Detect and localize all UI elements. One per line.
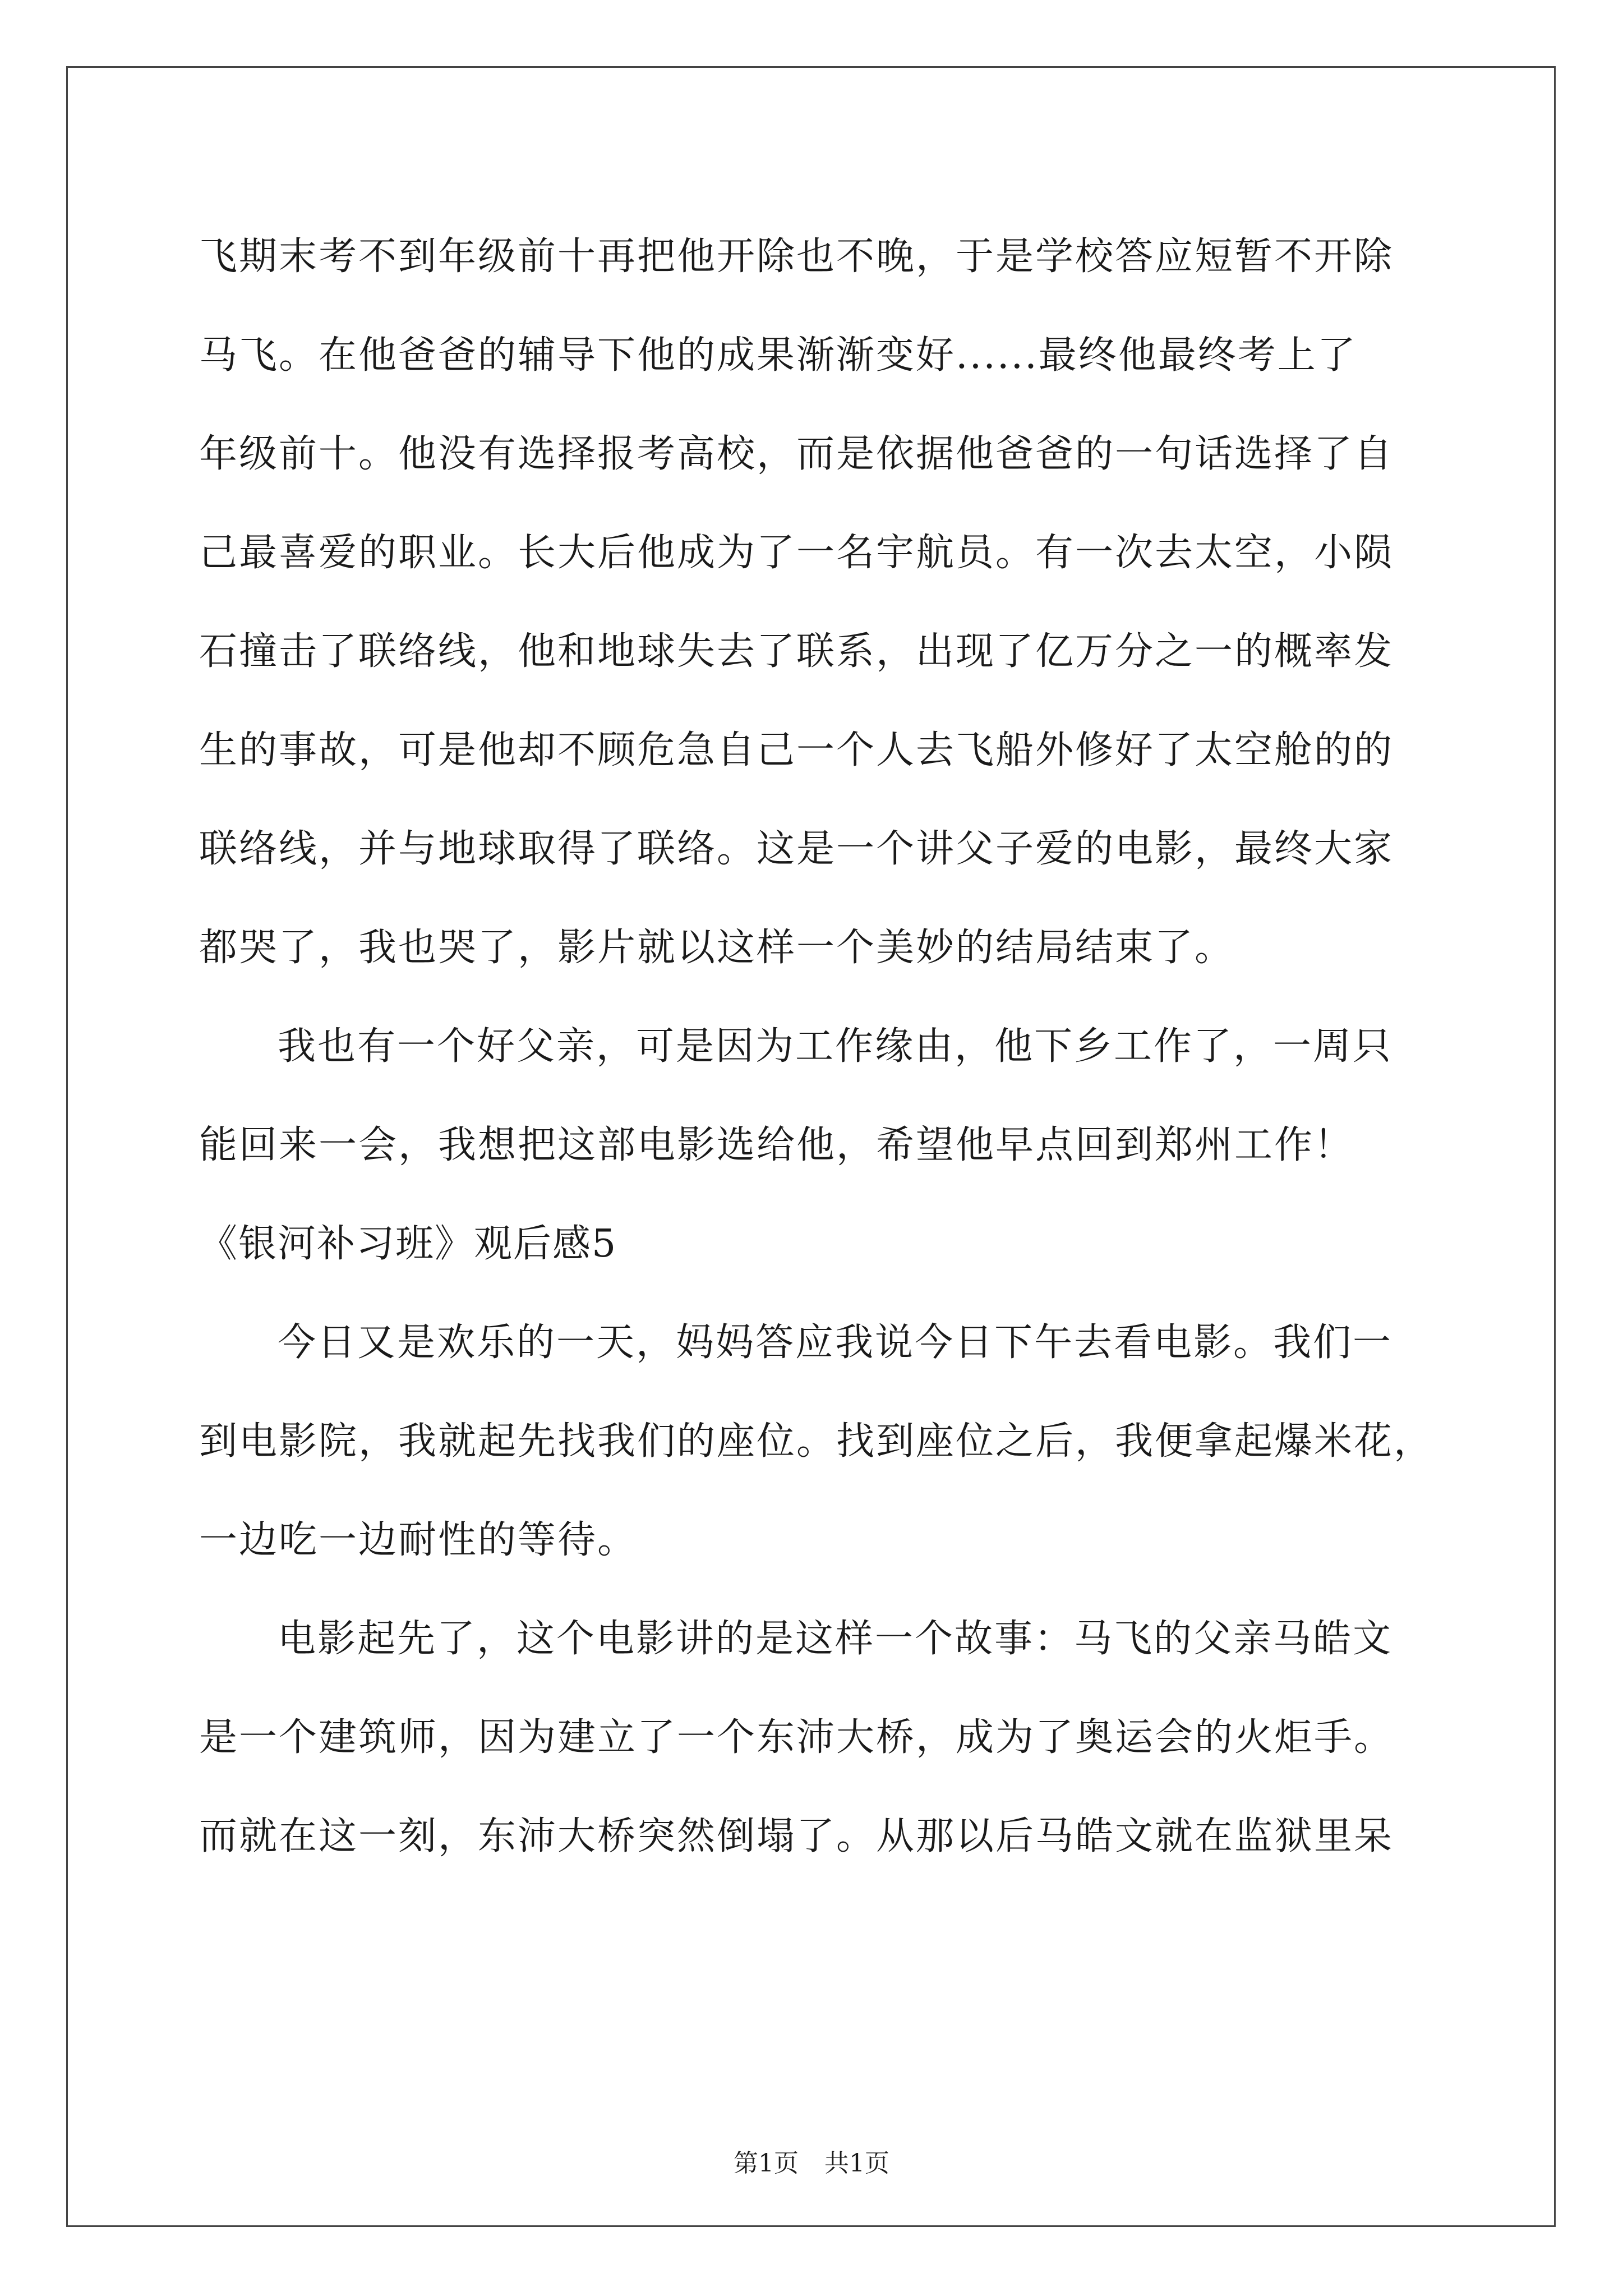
text-line: 是一个建筑师，因为建立了一个东沛大桥，成为了奥运会的火炬手。 (199, 1715, 1394, 1760)
text-line: 石撞击了联络线，他和地球失去了联系，出现了亿万分之一的概率发 (199, 629, 1394, 674)
document-body (199, 208, 1455, 1886)
text-line: 己最喜爱的职业。长大后他成为了一名宇航员。有一次去太空，小陨 (199, 531, 1394, 575)
page-footer (0, 2143, 1623, 2179)
text-line: 年级前十。他没有选择报考高校，而是依据他爸爸的一句话选择了自 (199, 432, 1394, 476)
paragraph-start-line: 电影起先了，这个电影讲的是这样一个故事：马飞的父亲马皓文 (278, 1617, 1393, 1661)
page-total: 共1页 (824, 2149, 889, 2178)
page-number: 第1页 (734, 2149, 799, 2178)
text-line: 能回来一会，我想把这部电影选给他，希望他早点回到郑州工作！ (199, 1123, 1354, 1167)
text-line: 一边吃一边耐性的等待。 (199, 1518, 638, 1562)
text-line: 生的事故，可是他却不顾危急自己一个人去飞船外修好了太空舱的的 (199, 728, 1394, 772)
text-line: 联络线，并与地球取得了联络。这是一个讲父子爱的电影，最终大家 (199, 827, 1394, 871)
text-line: 马飞。在他爸爸的辅导下他的成果渐渐变好......最终他最终考上了 (199, 333, 1357, 378)
paragraph-start-line: 今日又是欢乐的一天，妈妈答应我说今日下午去看电影。我们一 (278, 1320, 1393, 1365)
paragraph-start-line: 我也有一个好父亲，可是因为工作缘由，他下乡工作了，一周只 (278, 1024, 1393, 1069)
text-line: 都哭了，我也哭了，影片就以这样一个美妙的结局结束了。 (199, 926, 1235, 970)
text-line: 而就在这一刻，东沛大桥突然倒塌了。从那以后马皓文就在监狱里呆 (199, 1814, 1394, 1858)
text-line: 到电影院，我就起先找我们的座位。找到座位之后，我便拿起爆米花， (199, 1419, 1434, 1464)
text-line: 飞期末考不到年级前十再把他开除也不晚，于是学校答应短暂不开除 (199, 234, 1394, 279)
section-heading: 《银河补习班》观后感5 (199, 1222, 617, 1266)
